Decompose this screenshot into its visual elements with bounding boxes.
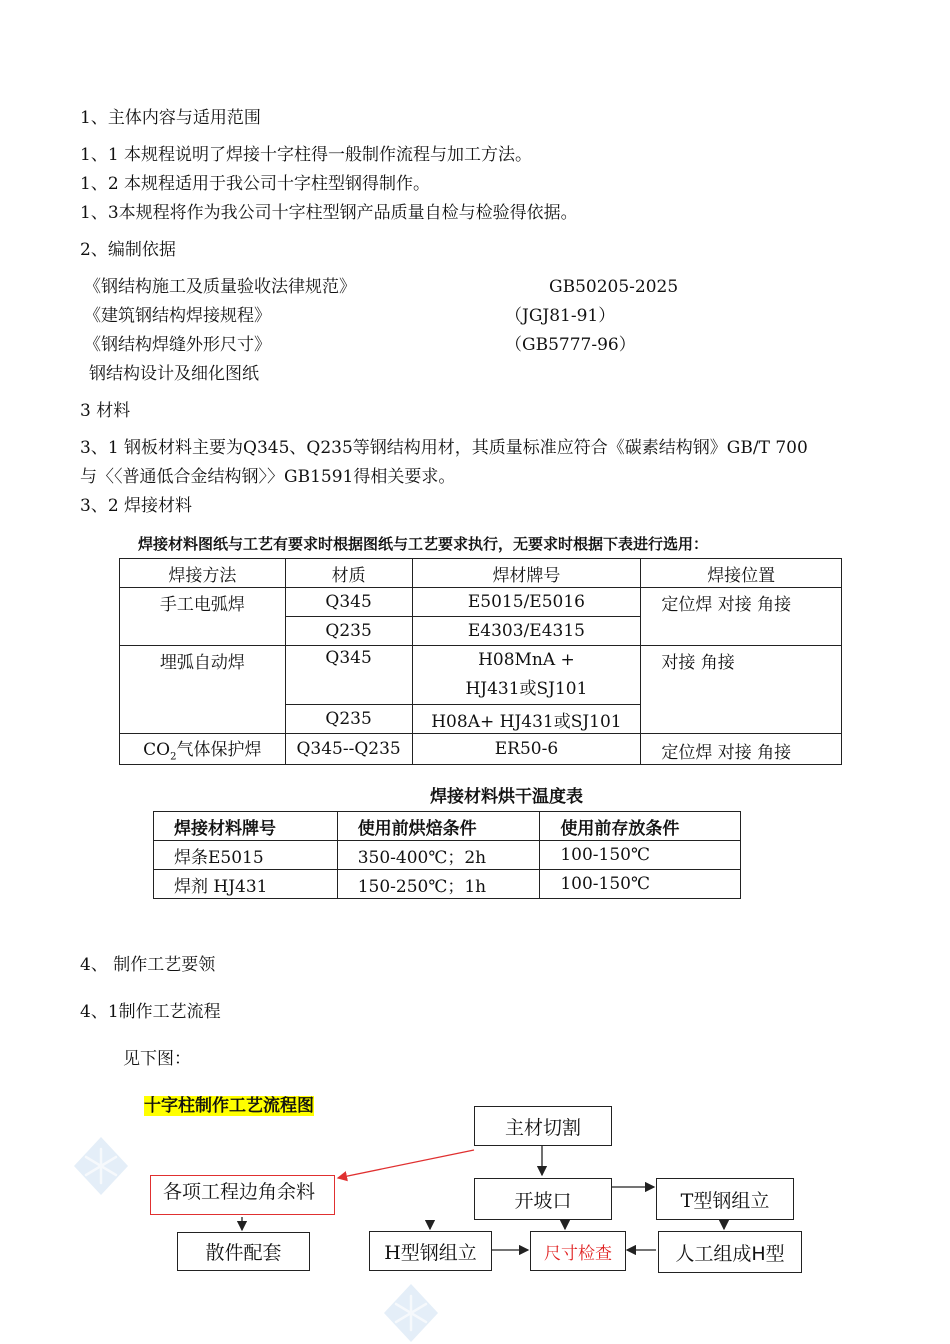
flow-node-t-assembly [656, 1178, 794, 1220]
flow-node-label: 尺寸检查 [544, 1243, 612, 1264]
table2-caption: 焊接材料烘干温度表 [430, 787, 583, 807]
reference-code: GB50205-2025 [549, 277, 679, 297]
table-cell: 150-250℃；1h [337, 870, 540, 899]
welding-method-cell: 埋弧自动焊 [120, 646, 286, 734]
reference-name: 钢结构设计及细化图纸 [89, 364, 259, 384]
table-cell: 100-150℃ [540, 870, 741, 899]
table1-caption: 焊接材料图纸与工艺有要求时根据图纸与工艺要求执行，无要求时根据下表进行选用： [138, 535, 709, 553]
section-3-title: 3 材料 [80, 401, 131, 421]
clause-1-3: 1、3本规程将作为我公司十字柱型钢产品质量自检与检验得依据。 [80, 203, 578, 223]
flow-node-parts [177, 1232, 310, 1271]
reference-code: （GB5777-96） [505, 335, 636, 355]
table-header-cell: 焊接方法 [120, 559, 286, 588]
arrow-cut-to-scrap [338, 1150, 474, 1178]
wire-cell: E5015/E5016 [412, 588, 641, 617]
flow-node-label: 主材切割 [504, 1116, 581, 1139]
table-header-cell: 焊材牌号 [412, 559, 641, 588]
material-cell: Q235 [285, 705, 412, 734]
table-header-cell: 焊接位置 [641, 559, 842, 588]
flow-node-main-cut [474, 1106, 612, 1146]
flow-node-label: H型钢组立 [384, 1241, 477, 1264]
clause-1-1: 1、1 本规程说明了焊接十字柱得一般制作流程与加工方法。 [80, 145, 533, 165]
reference-name: 《建筑钢结构焊接规程》 [84, 306, 271, 326]
material-cell: Q345 [285, 646, 412, 705]
welding-method-text: 气体保护焊 [176, 740, 262, 761]
flow-node-size-check [530, 1231, 626, 1271]
material-cell: Q345 [285, 588, 412, 617]
wire-cell: E4303/E4315 [412, 617, 641, 646]
co2-text: CO [143, 740, 171, 761]
clause-3-2: 3、2 焊接材料 [80, 496, 193, 516]
table-header-cell: 使用前存放条件 [540, 812, 741, 841]
table-header-cell: 焊接材料牌号 [154, 812, 338, 841]
flow-node-label: 人工组成H型 [675, 1242, 785, 1265]
flow-node-scrap [150, 1175, 335, 1215]
table-cell: 焊条E5015 [154, 841, 338, 870]
flowchart-title-text: 十字柱制作工艺流程图 [144, 1096, 314, 1116]
table-cell: 100-150℃ [540, 841, 741, 870]
clause-1-2: 1、2 本规程适用于我公司十字柱型钢得制作。 [80, 174, 431, 194]
flow-node-label: 散件配套 [205, 1242, 282, 1264]
table-header-cell: 使用前烘焙条件 [337, 812, 540, 841]
flow-node-h-assembly [369, 1231, 492, 1271]
clause-3-1-line2: 与〈〈普通低合金结构钢〉〉GB1591得相关要求。 [80, 467, 456, 487]
table-header-cell: 材质 [285, 559, 412, 588]
material-cell: Q345--Q235 [285, 734, 412, 765]
flow-node-label: T型钢组立 [680, 1189, 770, 1212]
position-cell: 定位焊 对接 角接 [641, 734, 842, 765]
position-cell: 定位焊 对接 角接 [641, 588, 842, 646]
wire-cell: H08MnA + HJ431或SJ101 [412, 646, 641, 705]
clause-3-1-line1: 3、1 钢板材料主要为Q345、Q235等钢结构用材，其质量标准应符合《碳素结构钢》GB/T 700 [80, 438, 808, 458]
table-cell: 焊剂 HJ431 [154, 870, 338, 899]
position-cell: 对接 角接 [641, 646, 842, 734]
reference-code: （JGJ81-91） [505, 306, 616, 326]
clause-4-1: 4、1制作工艺流程 [80, 1002, 221, 1022]
reference-name: 《钢结构焊缝外形尺寸》 [84, 335, 271, 355]
section-4-title: 4、 制作工艺要领 [80, 955, 216, 975]
flow-node-label: 开坡口 [514, 1189, 572, 1212]
table-cell: 350-400℃；2h [337, 841, 540, 870]
material-cell: Q235 [285, 617, 412, 646]
see-below-text: 见下图： [123, 1049, 191, 1069]
reference-name: 《钢结构施工及质量验收法律规范》 [84, 277, 356, 297]
flow-node-bevel [474, 1178, 612, 1220]
section-2-title: 2、编制依据 [80, 240, 176, 260]
section-1-title: 1、主体内容与适用范围 [80, 108, 261, 128]
wire-cell: H08A+ HJ431或SJ101 [412, 705, 641, 734]
wire-cell: ER50-6 [412, 734, 641, 765]
co2-subscript: 2 [170, 751, 177, 763]
flow-node-label: 各项工程边角余料 [163, 1180, 316, 1203]
welding-method-cell: 手工电弧焊 [120, 588, 286, 646]
flow-node-manual-h [658, 1231, 802, 1273]
